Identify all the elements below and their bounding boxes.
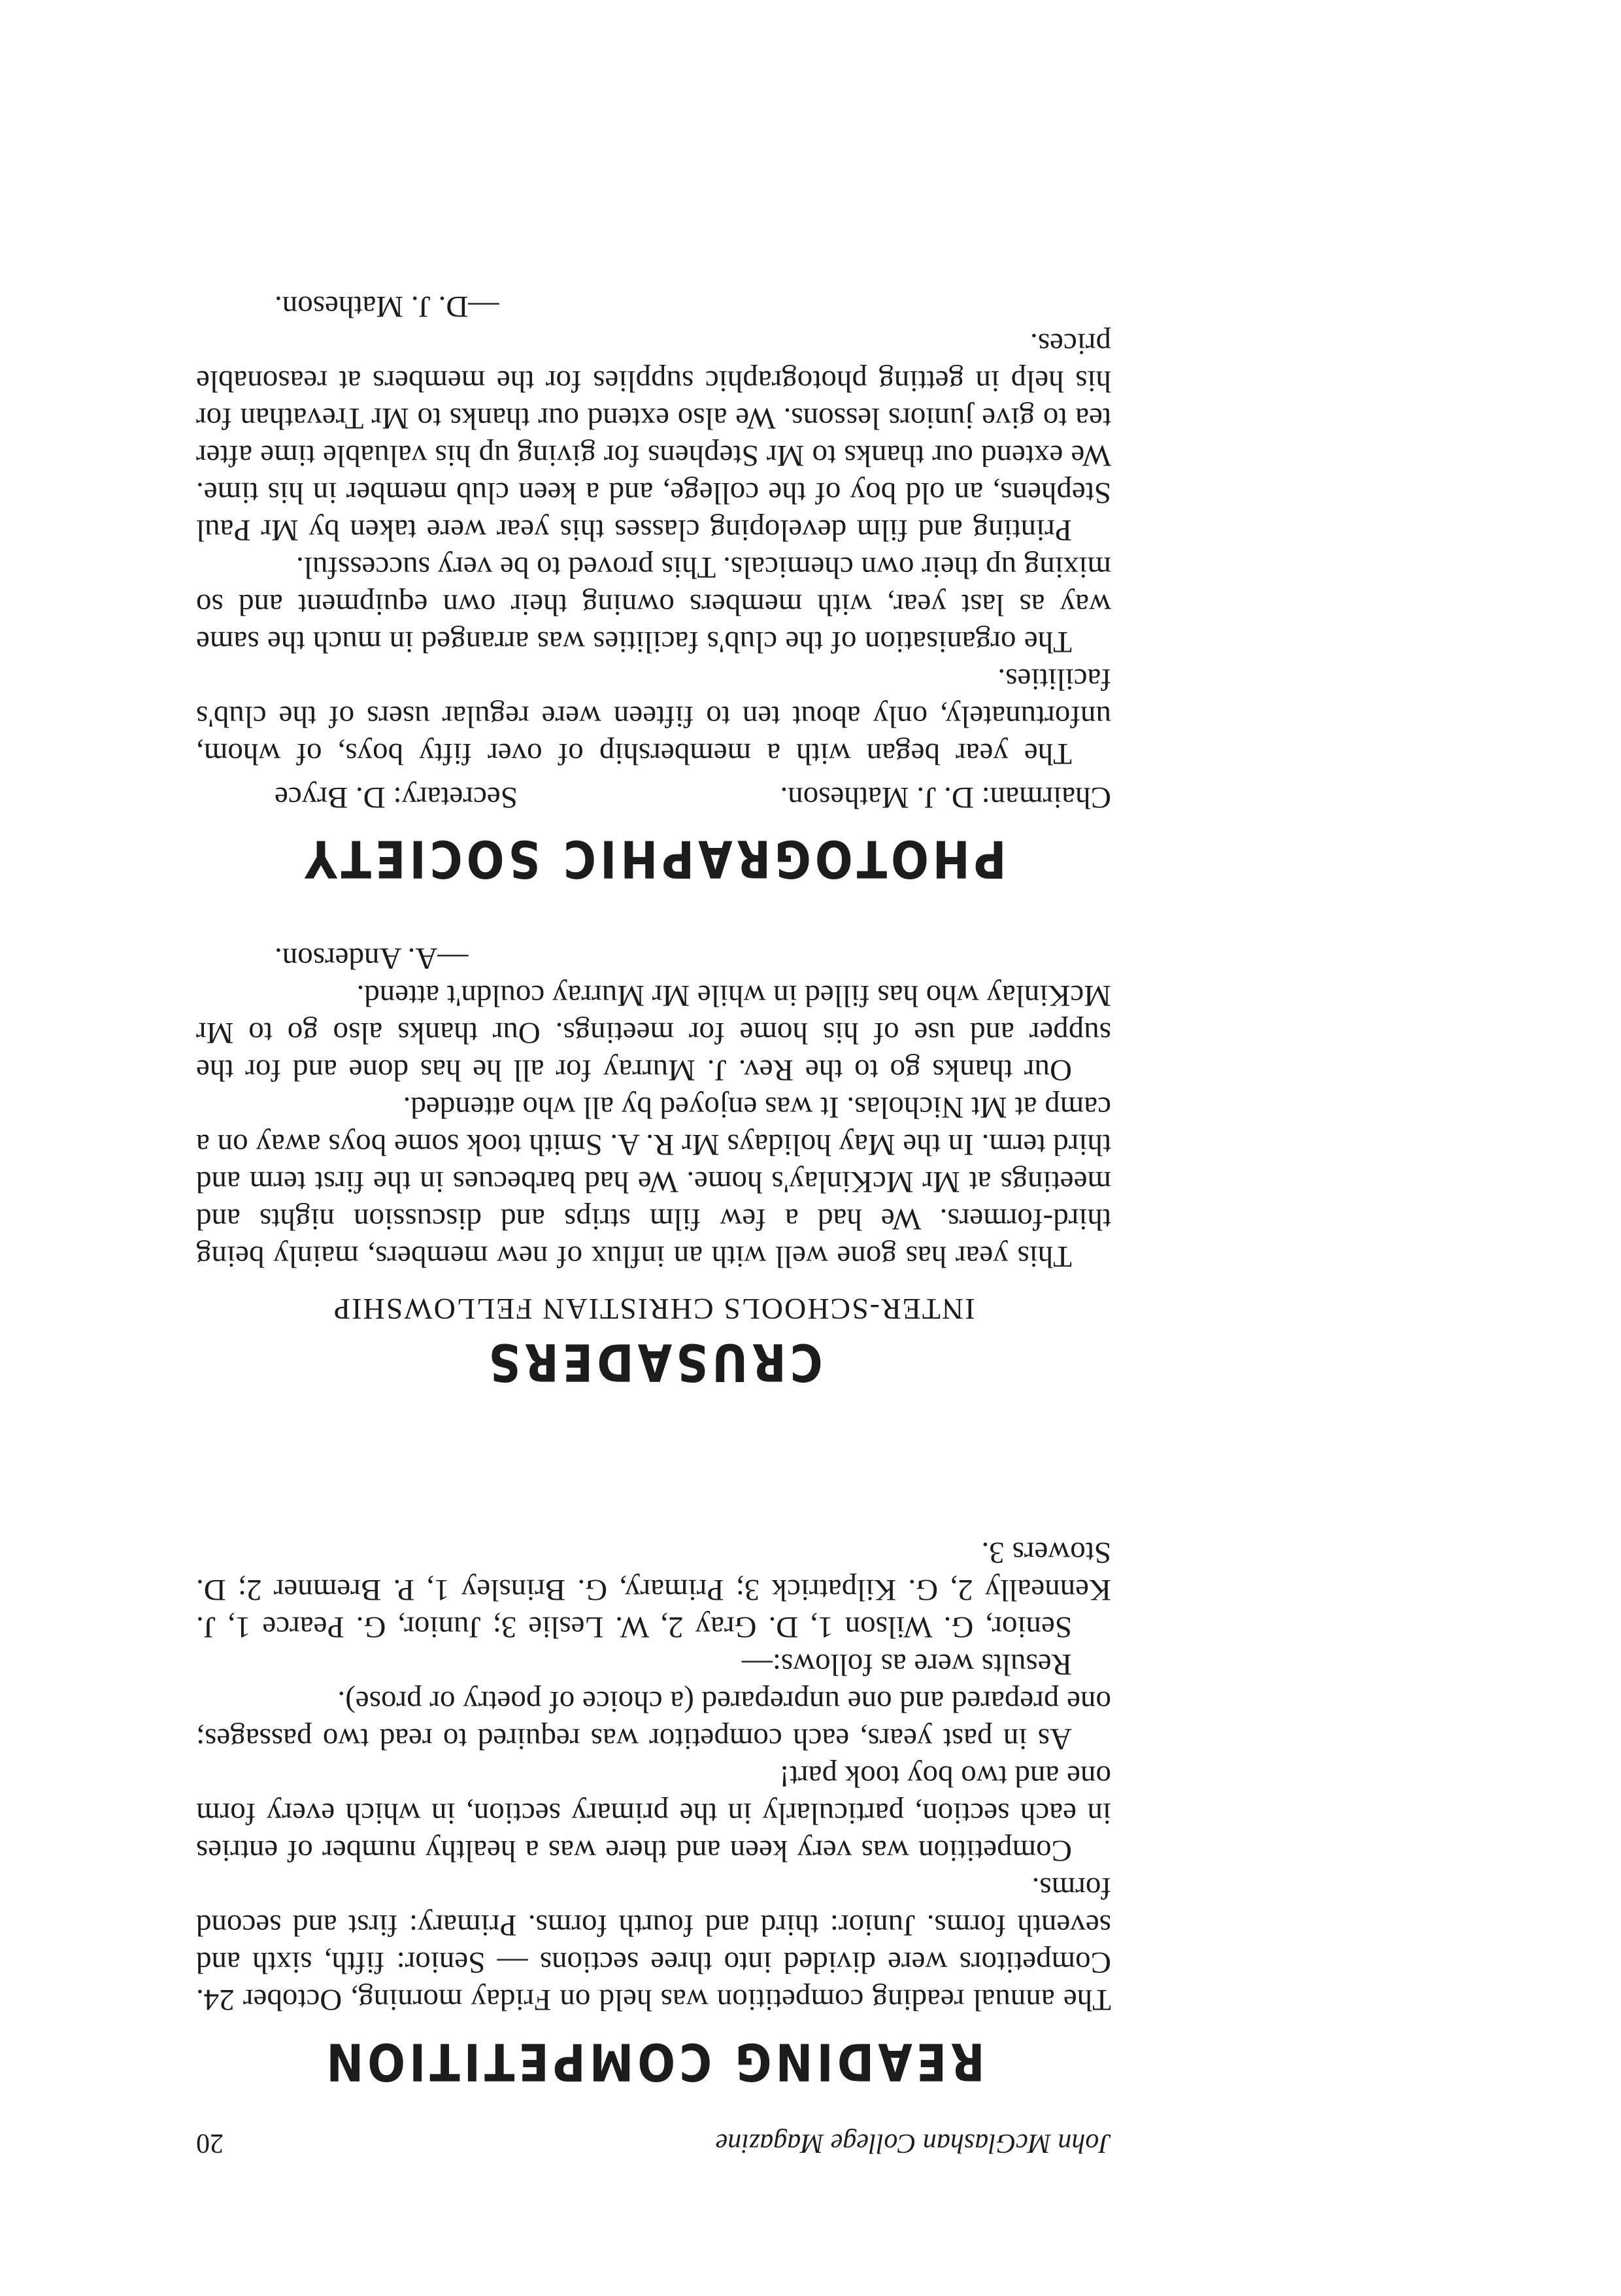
crusaders-section	[196, 939, 1111, 1391]
crusaders-heading: CRUSADERS	[484, 1332, 823, 1391]
crusaders-signature: —A. Anderson.	[275, 941, 469, 975]
reading-competition-heading: READING COMPETITION	[322, 2031, 985, 2091]
society-officers	[196, 776, 1111, 815]
crusaders-subheading: INTER-SCHOOLS CHRISTIAN FELLOWSHIP	[332, 1292, 975, 1326]
reading-paragraph: Results were as follows:—	[741, 1647, 1072, 1681]
photographic-society-section	[196, 288, 1111, 888]
secretary-line: Secretary: D. Bryce	[275, 781, 518, 815]
photographic-signature: —D. J. Matheson.	[275, 290, 499, 324]
photographic-paragraph: The organisation of the club's facilities was arranged in much the same way as last year, with members owning their own equipment and so mixing up their own chemicals. This proved to be very successful.	[196, 550, 1111, 659]
magazine-title: John McGlashan College Magazine	[715, 2128, 1111, 2158]
reading-paragraph: Competition was very keen and there was a healthy number of entries in each section, particularly in the primary section, in which every form one and two boy took part!	[196, 1759, 1111, 1868]
reading-competition-section	[196, 1534, 1111, 2091]
crusaders-paragraph: This year has gone well with an influx of new members, mainly being third-formers. We had a few film strips and discussion nights and meetings at Mr McKinlay's home. We had barbecues in the first term and third term. In the May holidays Mr R. A. Smith took some boys away on a camp at Mt Nicholas. It was enjoyed by all who attended.	[196, 1090, 1111, 1274]
photographic-society-heading: PHOTOGRAPHIC SOCIETY	[301, 828, 1007, 888]
crusaders-paragraph: Our thanks go to the Rev. J. Murray for all he has done and for the supper and use of his home for meetings. Our thanks also go to Mr McKinlay who has filled in while Mr Murray couldn't attend.	[196, 979, 1111, 1087]
reading-paragraph: The annual reading competition was held on Friday morning, October 24. Competitors were divided into three sections — Senior: fifth, sixth and seventh forms. Junior: third and fourth forms. Primary: first and second forms.	[196, 1871, 1111, 2017]
running-header	[196, 2119, 1111, 2159]
chairman-line: Chairman: D. J. Matheson.	[780, 781, 1111, 815]
photographic-paragraph: Printing and film developing classes this year were taken by Mr Paul Stephens, an old boy of the college, and a keen club member in his time. We extend our thanks to Mr Stephens for giving up his valuable time after tea to give juniors lessons. We also extend our thanks to Mr Trevathan for his help in getting photographic supplies for the members at reasonable prices.	[196, 327, 1111, 547]
page-number: 20	[196, 2128, 224, 2158]
reading-results: Senior, G. Wilson 1, D. Gray 2, W. Leslie 3; Junior, G. Pearce 1, J. Kenneally 2, G. Kilpatrick 3; Primary, G. Brinsley 1, P. Bremner 2; D. Stowers 3.	[196, 1536, 1111, 1644]
reading-paragraph: As in past years, each competitor was required to read two passages; one prepared and one unprepared (a choice of poetry or prose).	[196, 1685, 1111, 1756]
magazine-page	[196, 132, 1111, 2159]
photographic-paragraph: The year began with a membership of over fifty boys, of whom, unfortunately, only about ten to fifteen were regular users of the club's facilities.	[196, 662, 1111, 771]
